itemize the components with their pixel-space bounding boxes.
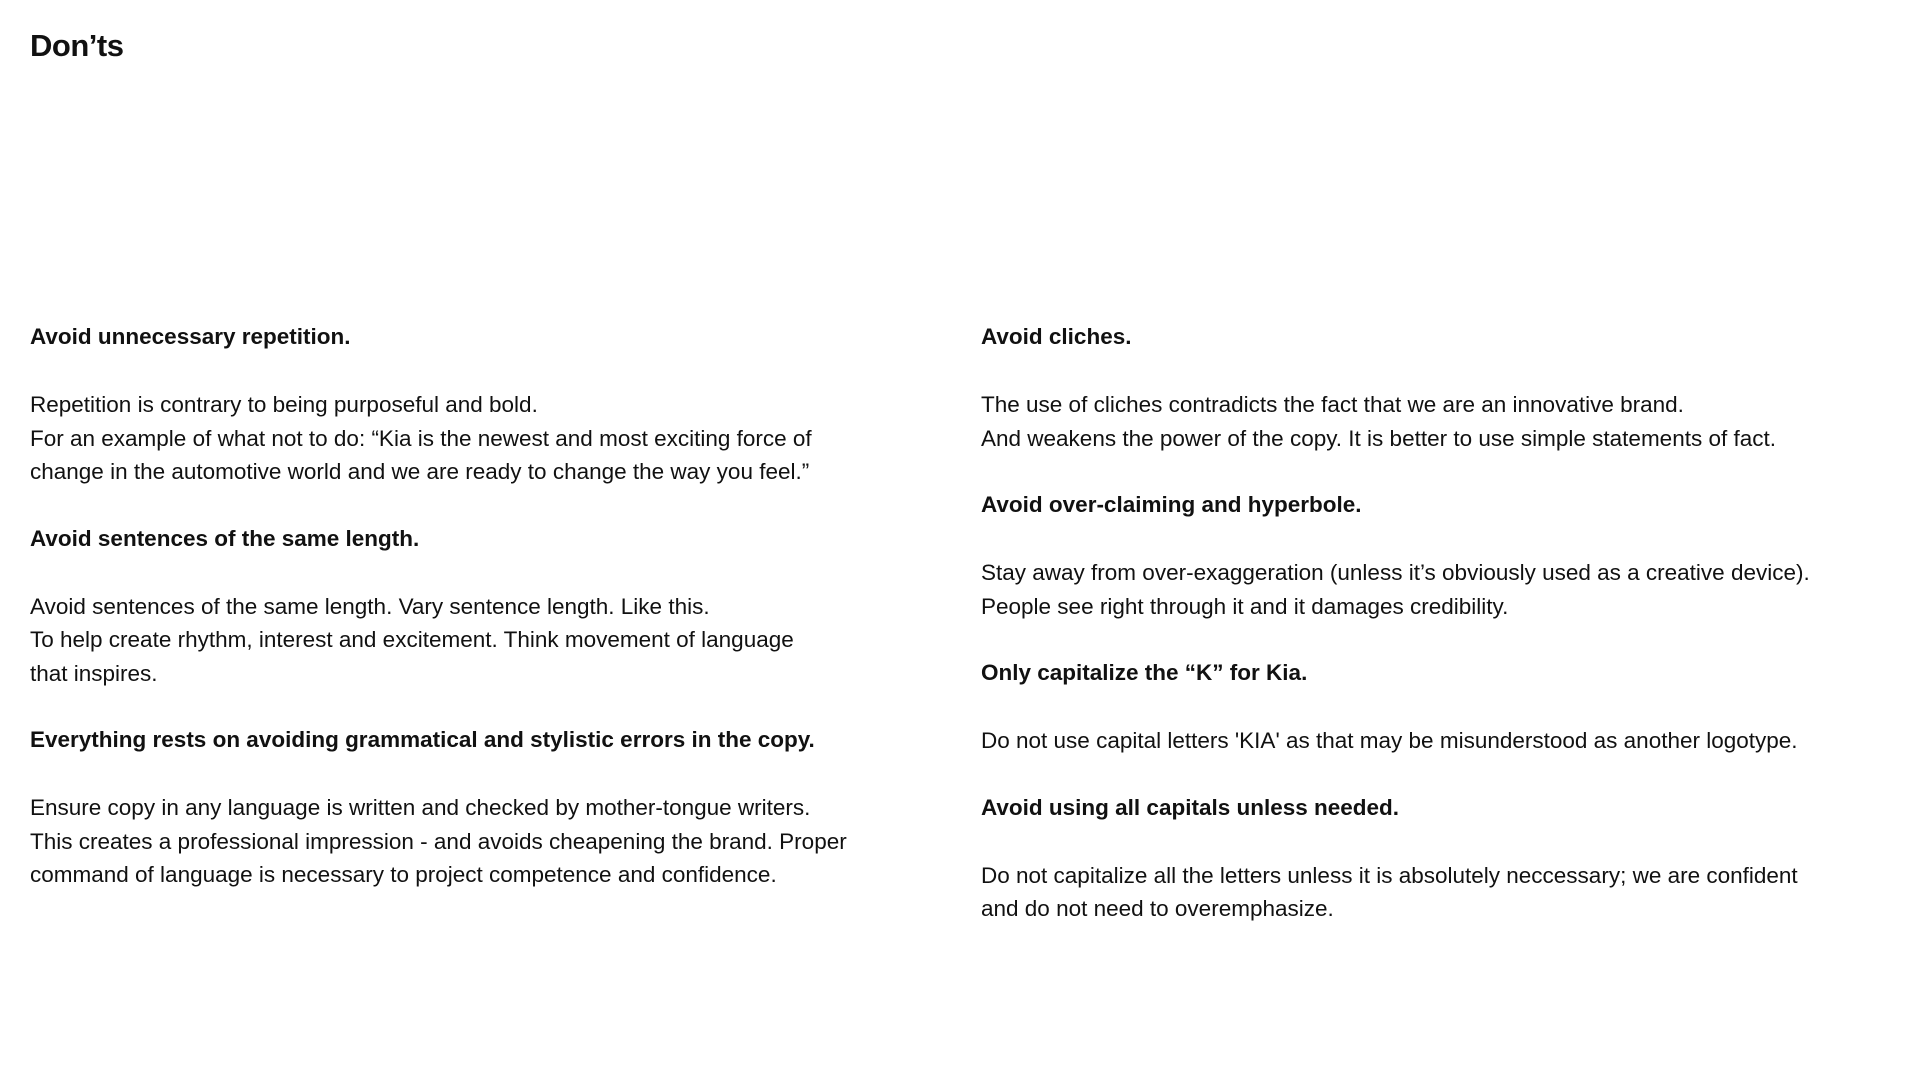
section-body-line: This creates a professional impression - and avoids cheapening the brand. Proper <box>30 828 847 854</box>
section-body-line: The use of cliches contradicts the fact that we are an innovative brand. <box>981 392 1684 417</box>
section-body-line: Do not use capital letters 'KIA' as that may be misunderstood as another logotype. <box>981 728 1798 753</box>
section-body-line: and do not need to overemphasize. <box>981 896 1334 921</box>
guideline-section <box>981 488 1901 623</box>
section-heading: Only capitalize the “K” for Kia. <box>981 660 1308 685</box>
section-body-line: For an example of what not to do: “Kia is the newest and most exciting force of <box>30 425 812 451</box>
section-body-line: that inspires. <box>30 660 158 686</box>
section-body-line: Stay away from over-exaggeration (unless it’s obviously used as a creative device). <box>981 560 1810 585</box>
section-body-line: To help create rhythm, interest and excitement. Think movement of language <box>30 627 794 652</box>
section-body-line: change in the automotive world and we are ready to change the way you feel.” <box>30 459 810 484</box>
section-heading: Everything rests on avoiding grammatical and stylistic errors in the copy. <box>30 727 815 752</box>
section-body-line: Do not capitalize all the letters unless it is absolutely neccessary; we are confident <box>981 862 1798 888</box>
section-heading: Avoid sentences of the same length. <box>30 525 420 551</box>
section-body-line: Avoid sentences of the same length. Vary sentence length. Like this. <box>30 593 710 619</box>
section-body-line: command of language is necessary to project competence and confidence. <box>30 862 777 887</box>
guideline-section <box>981 656 1901 758</box>
section-heading: Avoid cliches. <box>981 324 1132 349</box>
section-body-line: And weakens the power of the copy. It is better to use simple statements of fact. <box>981 425 1776 451</box>
guideline-section <box>981 791 1901 926</box>
section-body-line: People see right through it and it damages credibility. <box>981 593 1509 619</box>
left-column <box>30 320 950 925</box>
guideline-section <box>30 320 950 489</box>
section-heading: Avoid unnecessary repetition. <box>30 324 351 349</box>
page-title: Don’ts <box>30 28 124 63</box>
section-heading: Avoid over-claiming and hyperbole. <box>981 492 1362 517</box>
guideline-section <box>981 320 1901 455</box>
right-column <box>981 320 1901 959</box>
guideline-section <box>30 723 950 892</box>
section-body-line: Ensure copy in any language is written and checked by mother-tongue writers. <box>30 795 811 820</box>
section-body-line: Repetition is contrary to being purposeful and bold. <box>30 392 538 417</box>
section-heading: Avoid using all capitals unless needed. <box>981 794 1400 820</box>
guideline-section <box>30 522 950 691</box>
